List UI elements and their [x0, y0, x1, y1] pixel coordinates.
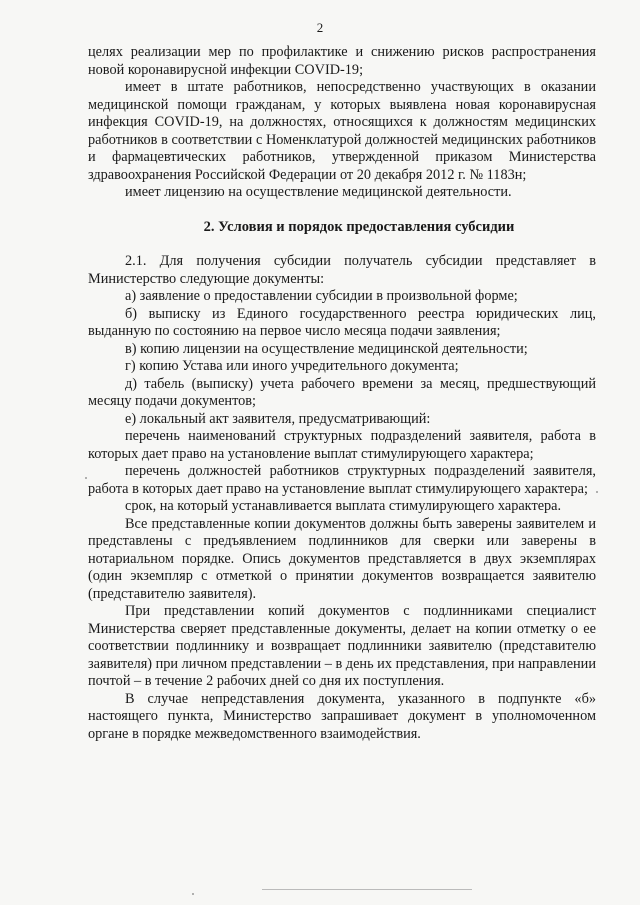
doc-item-e: е) локальный акт заявителя, предусматривающий: — [125, 410, 431, 427]
local-act-item-positions: перечень должностей работников структурных подразделений заявителя, работа в которых дает право на установление выплат стимулирующего характера; — [88, 463, 596, 497]
page-number: 2 — [316, 20, 324, 35]
document-body — [88, 44, 596, 743]
doc-item-b: б) выписку из Единого государственного реестра юридических лиц, выданную по состоянию на первое число месяца подачи заявления; — [88, 305, 596, 339]
paragraph-staff-requirement: имеет в штате работников, непосредственно участвующих в оказании медицинской помощи гражданам, у которых выявлена новая коронавирусная инфекция COVID-19, на должностях, относящихся к должностям медицинских работников в соответствии с Номенклатурой должностей медицинских работников и фармацевтических работников, утвержденной приказом Министерства здравоохранения Российской Федерации от 20 декабря 2012 г. № 1183н; — [88, 79, 596, 183]
scan-speck — [85, 477, 87, 479]
local-act-item-subdivisions: перечень наименований структурных подразделений заявителя, работа в которых дает право на установление выплат стимулирующего характера; — [88, 428, 596, 462]
paragraph-license-requirement: имеет лицензию на осуществление медицинской деятельности. — [125, 184, 512, 200]
scan-edge-line — [262, 889, 472, 890]
doc-item-d: д) табель (выписку) учета рабочего времени за месяц, предшествующий месяцу подачи документов; — [88, 375, 596, 409]
scan-speck — [192, 893, 194, 895]
doc-item-g: г) копию Устава или иного учредительного документа; — [125, 358, 459, 374]
doc-item-a: а) заявление о предоставлении субсидии в произвольной форме; — [125, 288, 518, 304]
clause-2-1: 2.1. Для получения субсидии получатель субсидии представляет в Министерство следующие документы: — [88, 253, 596, 287]
local-act-item-term: срок, на который устанавливается выплата стимулирующего характера. — [125, 498, 562, 514]
section-heading: 2. Условия и порядок предоставления субсидии — [203, 218, 515, 235]
paragraph-prevention-goals: целях реализации мер по профилактике и снижению рисков распространения новой коронавирусной инфекции COVID-19; — [88, 44, 596, 78]
paragraph-copies-certification: Все представленные копии документов должны быть заверены заявителем и представлены с предъявлением подлинников для сверки или заверены в нотариальном порядке. Опись документов представляется в двух экземплярах (один экземпляр с отметкой о принятии документов возвращается заявителю (представителю заявителя). — [88, 515, 596, 602]
paragraph-verification: При представлении копий документов с подлинниками специалист Министерства сверяет представленные документы, делает на копии отметку о ее соответствии подлиннику и возвращает подлинники заявителю (представителю заявителя) при личном представлении – в день их представления, при направлении почтой – в течение 2 рабочих дней со дня их поступления. — [88, 603, 596, 689]
doc-item-v: в) копию лицензии на осуществление медицинской деятельности; — [125, 340, 528, 357]
paragraph-nonsubmission: В случае непредставления документа, указанного в подпункте «б» настоящего пункта, Министерство запрашивает документ в уполномоченном органе в порядке межведомственного взаимодействия. — [88, 690, 596, 742]
scan-speck — [596, 491, 598, 493]
